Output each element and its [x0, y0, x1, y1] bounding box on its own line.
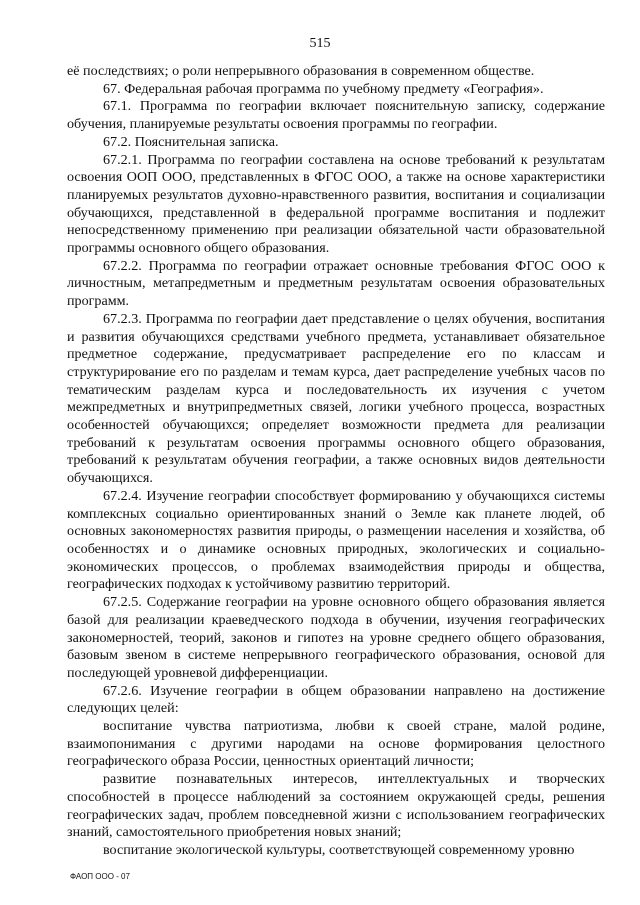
paragraph-67-2-6: 67.2.6. Изучение географии в общем образовании направлено на достижение следующих целей:	[67, 682, 605, 717]
page-number: 515	[309, 36, 331, 51]
paragraph-67-2-4: 67.2.4. Изучение географии способствует формированию у обучающихся системы комплексных социально ориентированных знаний о Земле как планете людей, об основных закономерностях развития природы, о размещении населения и хозяйства, об особенностях и о динамике основных природных, экологических и социально-экономических процессов, о проблемах взаимодействия природы и общества, географических подходах к устойчивому развитию территорий.	[67, 487, 605, 593]
paragraph-67-2-5: 67.2.5. Содержание географии на уровне основного общего образования является базой для реализации краеведческого подхода в обучении, изучения географических закономерностей, теорий, законов и гипотез на уровне среднего общего образования, базовым звеном в системе непрерывного географического образования, основой для последующей уровневой дифференциации.	[67, 594, 605, 681]
goal-item: воспитание чувства патриотизма, любви к своей стране, малой родине, взаимопонимания с другими народами на основе формирования целостного географического образа России, ценностных ориентаций личности;	[67, 718, 605, 770]
paragraph-67-2-2: 67.2.2. Программа по географии отражает основные требования ФГОС ООО к личностным, метапредметным и предметным результатам освоения образовательных программ.	[67, 257, 605, 310]
paragraph-67-2-3: 67.2.3. Программа по географии дает представление о целях обучения, воспитания и развития обучающихся средствами учебного предмета, устанавливает обязательное предметное содержание, предусматривает распределение его по классам и структурирование его по разделам и темам курса, дает распределение учебных часов по тематическим разделам курса и последовательность их изучения с учетом межпредметных и внутрипредметных связей, логики учебного процесса, возрастных особенностей обучающихся; определяет возможности предмета для реализации требований к результатам освоения программы основного общего образования, требований к результатам обучения географии, а также основных видов деятельности обучающихся.	[67, 310, 605, 487]
document-body	[67, 63, 605, 860]
paragraph-67-2-1: 67.2.1. Программа по географии составлена на основе требований к результатам освоения ООП ООО, представленных в ФГОС ООО, а также на основе характеристики планируемых результатов духовно-нравственного развития, воспитания и социализации обучающихся, представленной в федеральной программе воспитания и подлежит непосредственному применению при реализации обязательной части образовательной программы основного общего образования.	[67, 151, 605, 257]
goal-item: воспитание экологической культуры, соответствующей современному уровню	[103, 841, 575, 858]
paragraph-continuation: её последствиях; о роли непрерывного образования в современном обществе.	[67, 63, 535, 79]
footer-code: ФАОП ООО - 07	[70, 872, 130, 881]
goal-item: развитие познавательных интересов, интеллектуальных и творческих способностей в процессе наблюдений за состоянием окружающей среды, решения географических задач, проблем повседневной жизни с использованием географических знаний, самостоятельного приобретения новых знаний;	[67, 771, 605, 841]
section-67-heading: 67. Федеральная рабочая программа по учебному предмету «География».	[103, 80, 544, 97]
paragraph-67-1: 67.1. Программа по географии включает пояснительную записку, содержание обучения, планируемые результаты освоения программы по географии.	[67, 98, 605, 133]
section-67-2-heading: 67.2. Пояснительная записка.	[103, 133, 279, 150]
